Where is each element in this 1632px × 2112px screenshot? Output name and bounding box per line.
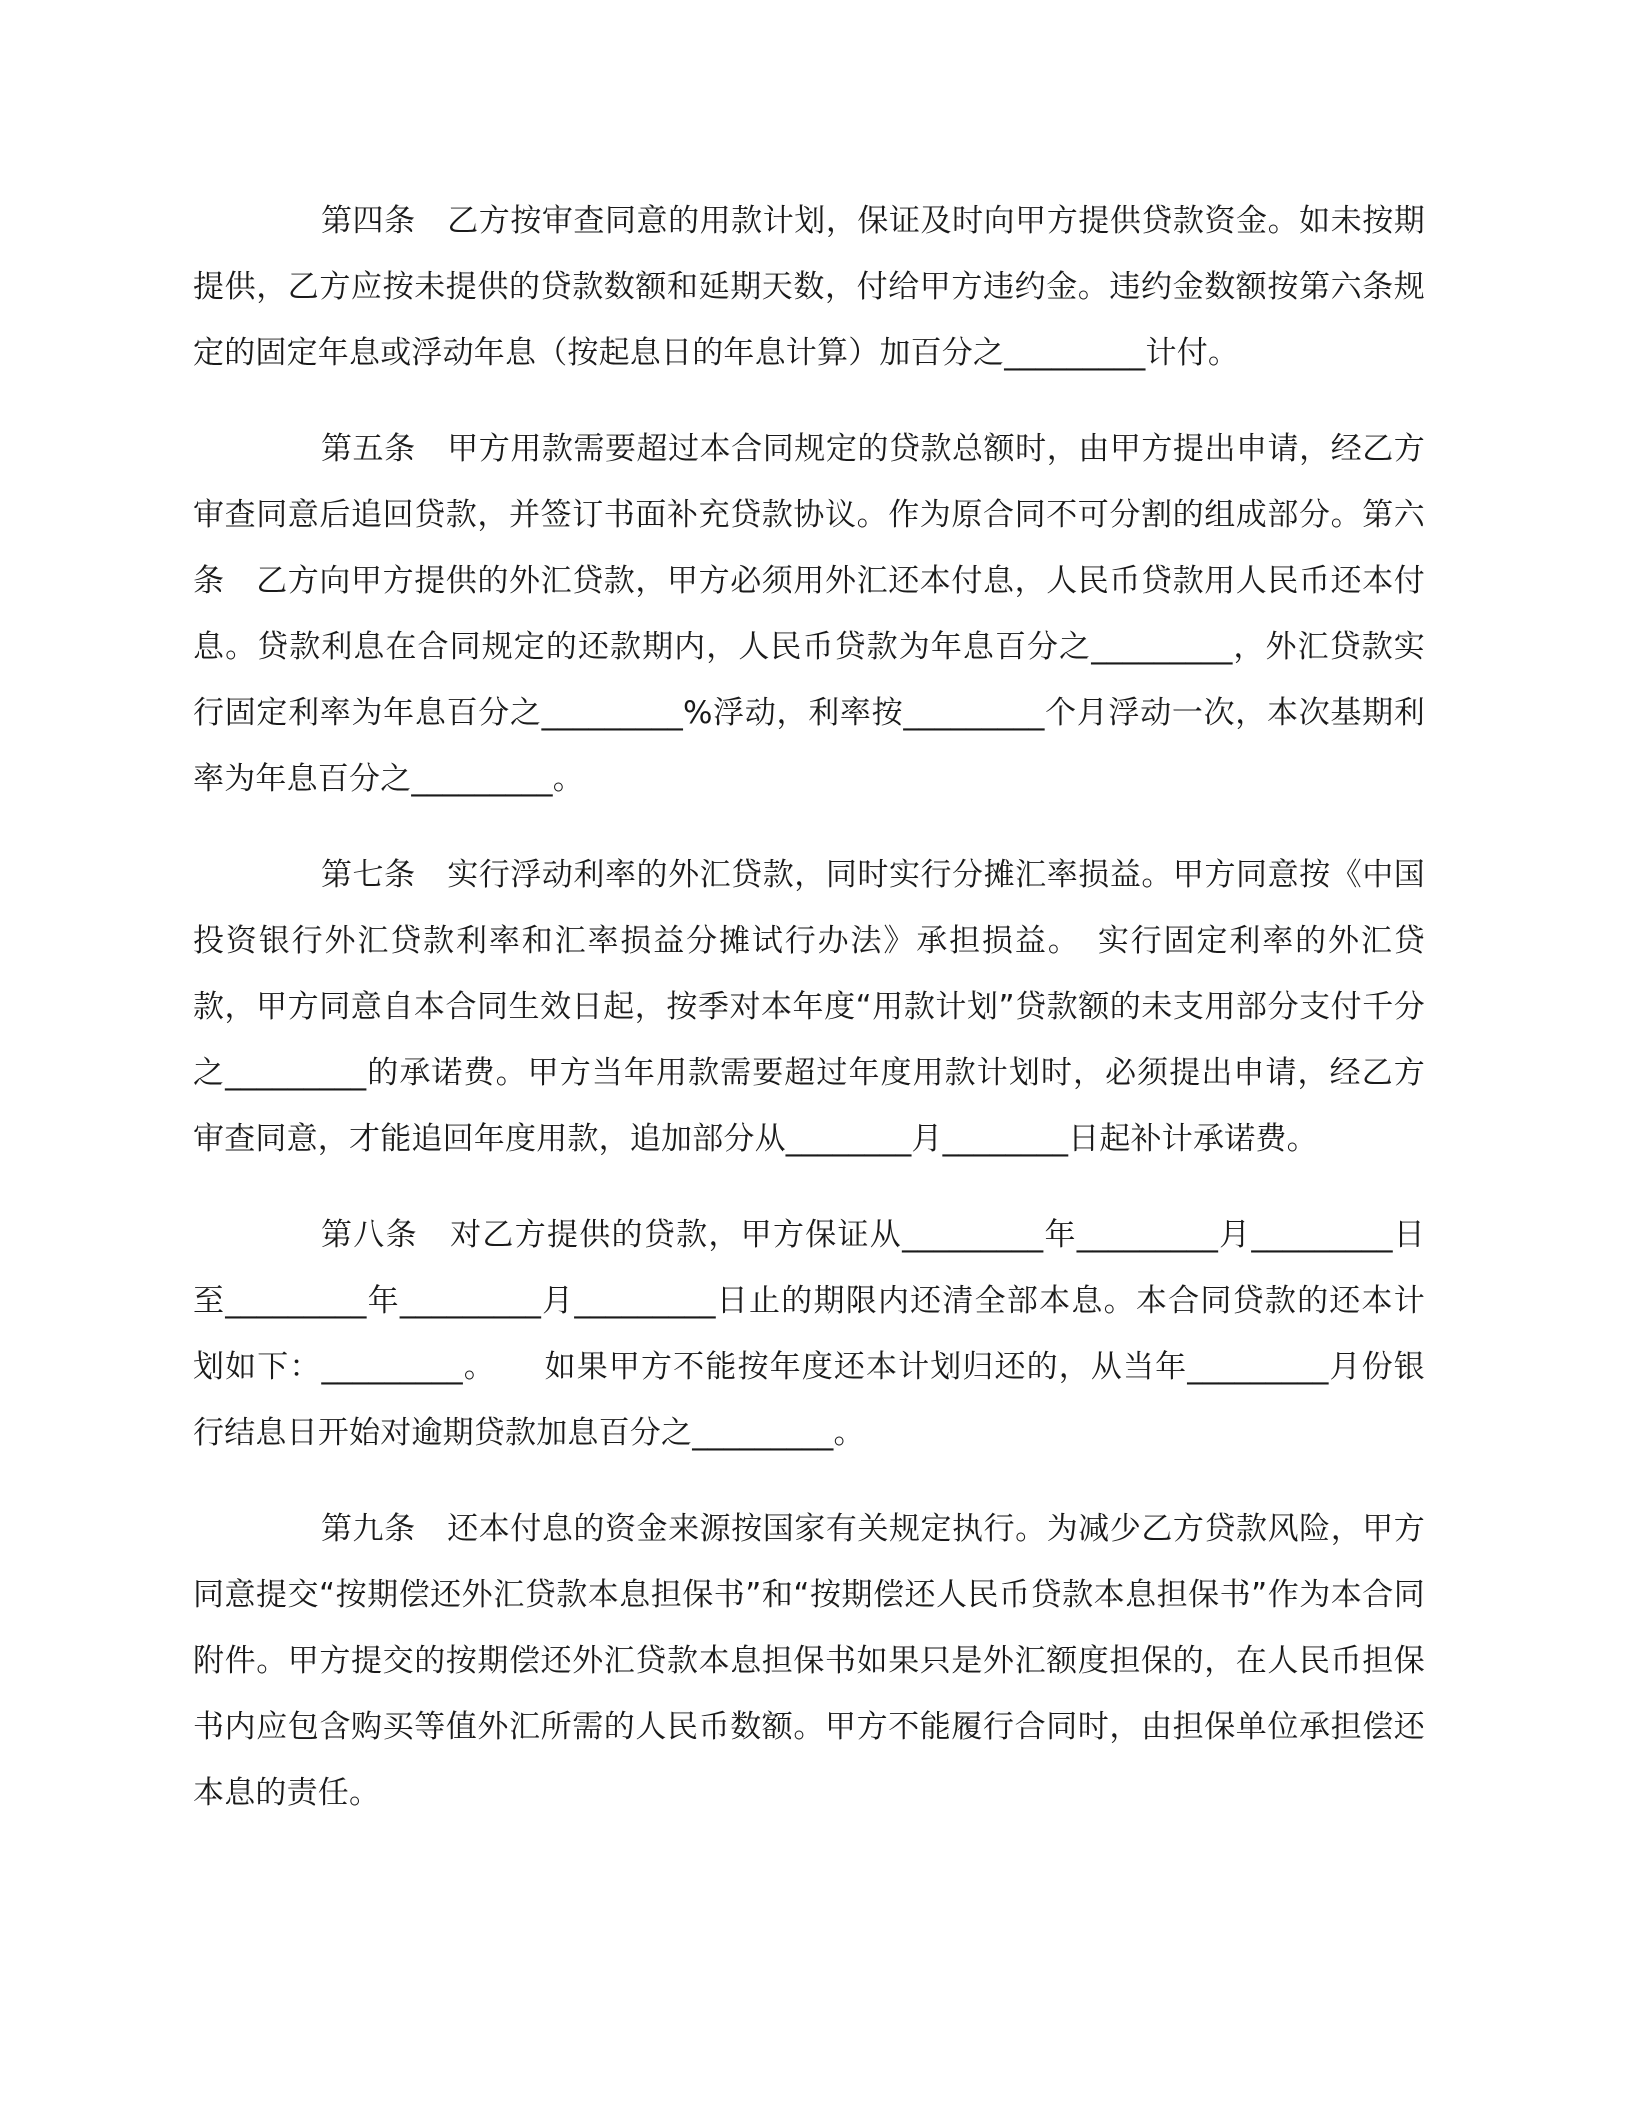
article-8-paragraph: 第八条 对乙方提供的贷款，甲方保证从_________年_________月_________日至_________年_________月_________日止的期限内还清全部本息。本合同贷款的还本计划如下：_________。 如果甲方不能按年度还本计划归还的，从当年_________月份银行结息日开始对逾期贷款加息百分之_________。: [193, 1217, 1425, 1451]
article-5-6-paragraph: 第五条 甲方用款需要超过本合同规定的贷款总额时，由甲方提出申请，经乙方审查同意后追回贷款，并签订书面补充贷款协议。作为原合同不可分割的组成部分。第六条 乙方向甲方提供的外汇贷款，甲方必须用外汇还本付息，人民币贷款用人民币还本付息。贷款利息在合同规定的还款期内，人民币贷款为年息百分之_________，外汇贷款实行固定利率为年息百分之_________%浮动，利率按_________个月浮动一次，本次基期利率为年息百分之_________。: [193, 431, 1425, 797]
article-9-paragraph: 第九条 还本付息的资金来源按国家有关规定执行。为减少乙方贷款风险，甲方同意提交“按期偿还外汇贷款本息担保书”和“按期偿还人民币贷款本息担保书”作为本合同附件。甲方提交的按期偿还外汇贷款本息担保书如果只是外汇额度担保的，在人民币担保书内应包含购买等值外汇所需的人民币数额。甲方不能履行合同时，由担保单位承担偿还本息的责任。: [193, 1511, 1425, 1811]
document-page: [193, 188, 1425, 1856]
article-4-paragraph: 第四条 乙方按审查同意的用款计划，保证及时向甲方提供贷款资金。如未按期提供，乙方应按未提供的贷款数额和延期天数，付给甲方违约金。违约金数额按第六条规定的固定年息或浮动年息（按起息日的年息计算）加百分之_________计付。: [193, 203, 1425, 371]
article-7-paragraph: 第七条 实行浮动利率的外汇贷款，同时实行分摊汇率损益。甲方同意按《中国投资银行外汇贷款利率和汇率损益分摊试行办法》承担损益。 实行固定利率的外汇贷款，甲方同意自本合同生效日起，按季对本年度“用款计划”贷款额的未支用部分支付千分之_________的承诺费。甲方当年用款需要超过年度用款计划时，必须提出申请，经乙方审查同意，才能追回年度用款，追加部分从________月________日起补计承诺费。: [193, 857, 1425, 1157]
